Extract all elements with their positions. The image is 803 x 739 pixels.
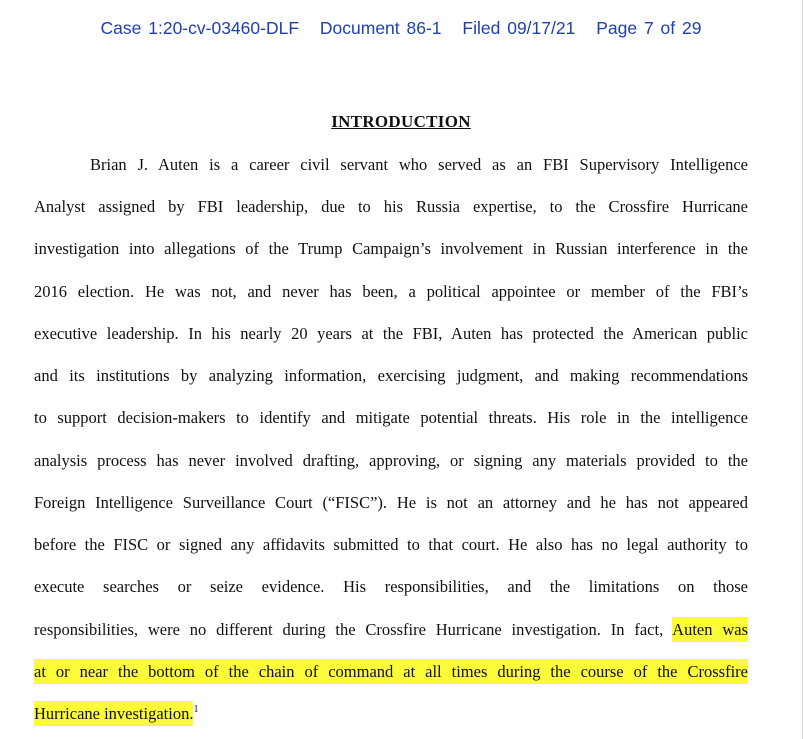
paragraph-line-9: Foreign Intelligence Surveillance Court (“FISC”). He is not an attorney and he has not appeared [34, 493, 748, 512]
paragraph-line-8: analysis process has never involved drafting, approving, or signing any materials provided to the [34, 451, 748, 470]
paragraph-line-4: 2016 election. He was not, and never has been, a political appointee or member of the FBI’s [34, 282, 748, 301]
highlighted-text: Auten was [672, 617, 748, 642]
case-number: Case 1:20-cv-03460-DLF [100, 18, 300, 38]
paragraph-line-6: and its institutions by analyzing information, exercising judgment, and making recommendations [34, 366, 748, 385]
paragraph-line-5: executive leadership. In his nearly 20 years at the FBI, Auten has protected the American public [34, 324, 748, 343]
court-filing-header [0, 18, 802, 39]
document-number: Document 86-1 [319, 18, 442, 38]
paragraph-line-10: before the FISC or signed any affidavits submitted to that court. He also has no legal authority to [34, 535, 748, 554]
highlighted-text: at or near the bottom of the chain of command at all times during the course of the Crossfire [34, 659, 748, 684]
footnote-marker[interactable]: 1 [193, 704, 199, 715]
paragraph-line-3: investigation into allegations of the Trump Campaign’s involvement in Russian interference in the [34, 239, 748, 258]
paragraph-line-1: Brian J. Auten is a career civil servant who served as an FBI Supervisory Intelligence [90, 155, 748, 174]
filed-date: Filed 09/17/21 [462, 18, 576, 38]
paragraph-line-2: Analyst assigned by FBI leadership, due to his Russia expertise, to the Crossfire Hurricane [34, 197, 748, 216]
paragraph-line-11: execute searches or seize evidence. His responsibilities, and the limitations on those [34, 577, 748, 596]
paragraph-line-7: to support decision-makers to identify and mitigate potential threats. His role in the intelligence [34, 408, 748, 427]
paragraph-line-14 [34, 704, 748, 724]
page-number: Page 7 of 29 [596, 18, 702, 38]
paragraph-line-13 [34, 662, 748, 682]
highlighted-text: Hurricane investigation. [34, 701, 193, 726]
section-title: INTRODUCTION [331, 112, 471, 131]
paragraph-line-12 [34, 620, 748, 640]
line-12-text: responsibilities, were no different during the Crossfire Hurricane investigation. In fact, [34, 620, 673, 639]
